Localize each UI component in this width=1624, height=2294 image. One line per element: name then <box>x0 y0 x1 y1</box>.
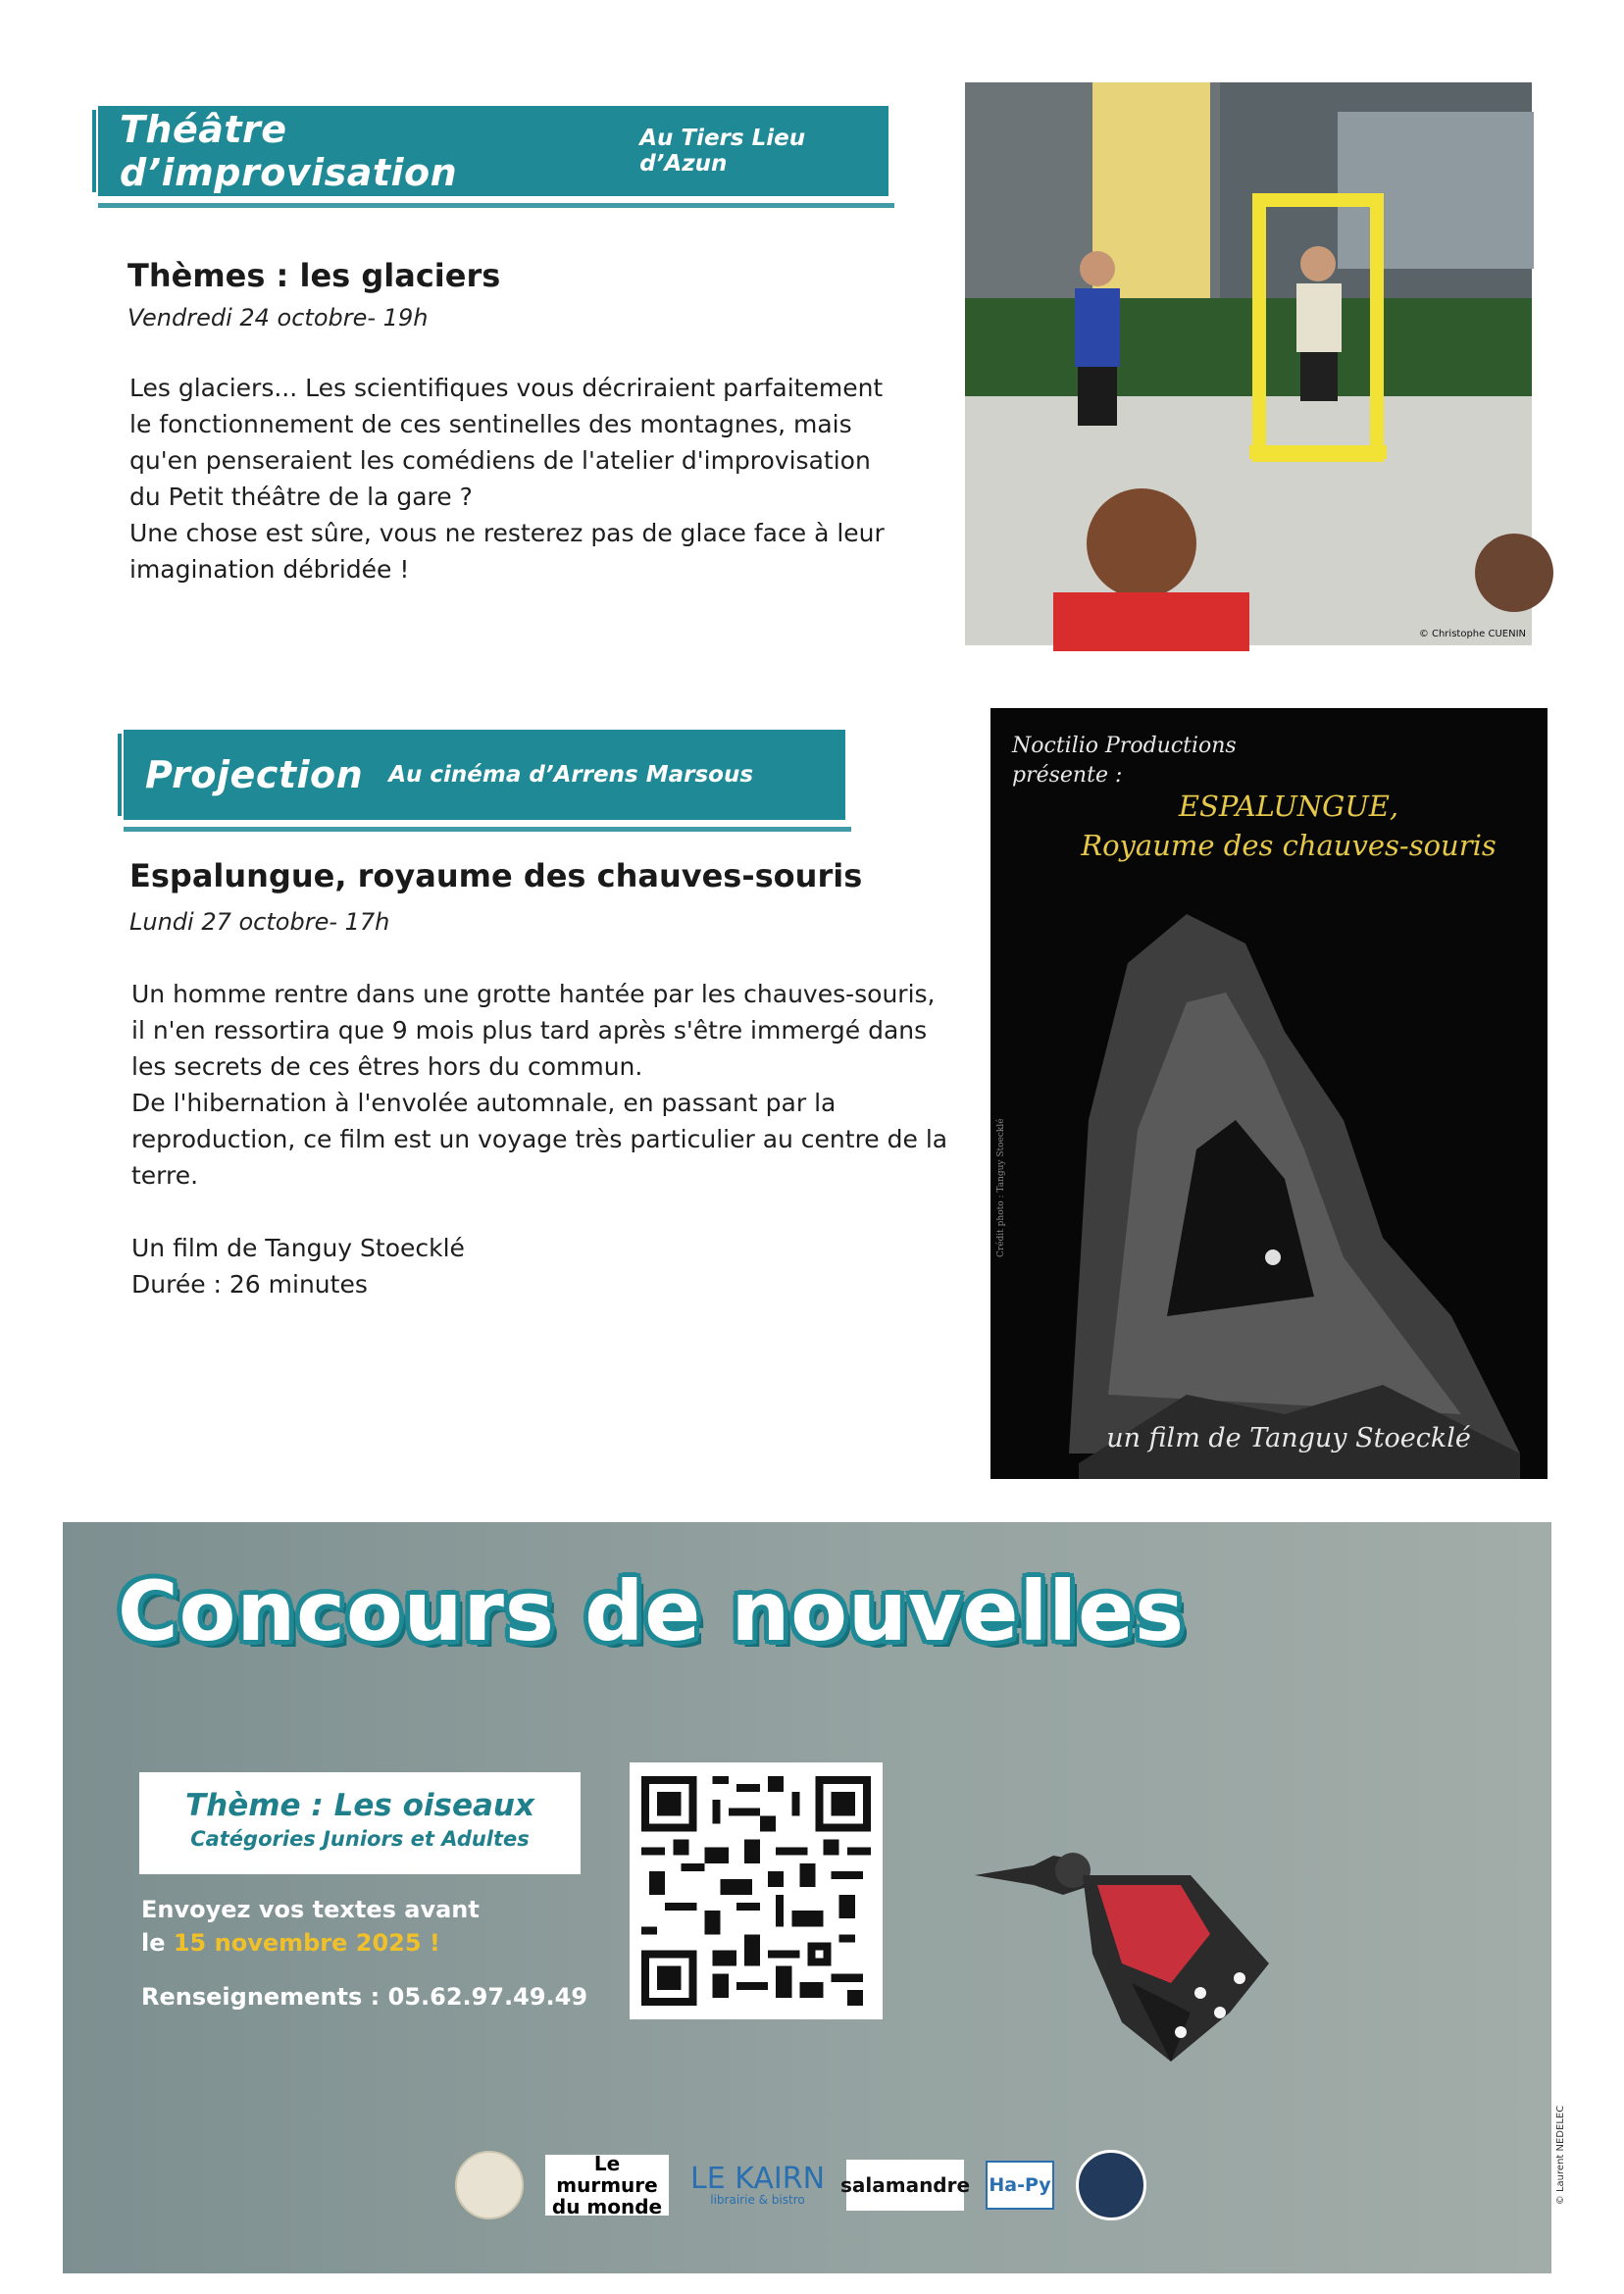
concours-deadline <box>141 1893 480 1960</box>
poster-signature: un film de Tanguy Stoecklé <box>1106 1423 1471 1453</box>
sponsor-salamandre: salamandre <box>846 2160 964 2211</box>
theatre-banner-venue: Au Tiers Lieu d’Azun <box>639 126 806 177</box>
poster-side-credit: Crédit photo : Tanguy Stoecklé <box>996 1118 1006 1257</box>
concours-send-prefix: le <box>141 1929 174 1957</box>
theatre-photo <box>965 82 1532 645</box>
poster-presents: présente : <box>1012 763 1123 788</box>
concours-send-line: Envoyez vos textes avant <box>141 1896 480 1923</box>
poster-title <box>990 787 1548 865</box>
sponsor-kairn-name: LE KAIRN <box>690 2162 826 2196</box>
projection-paragraph-1: Un homme rentre dans une grotte hantée par les chauves-souris, il n'en ressortira que 9 mois plus tard après s'être immergé dans les secrets de ces êtres hors du commun. <box>131 980 936 1081</box>
sponsor-kairn-sub: librairie & bistro <box>710 2193 805 2207</box>
theatre-description <box>129 370 904 587</box>
poster-producer <box>1012 732 1237 790</box>
sponsor-hapy: Ha-Py <box>986 2161 1054 2210</box>
theatre-banner <box>98 106 888 196</box>
projection-banner-venue: Au cinéma d’Arrens Marsous <box>388 762 754 788</box>
spacer <box>131 1194 955 1230</box>
theatre-photo-image <box>965 82 1532 645</box>
sponsor-logo-circle <box>455 2151 524 2219</box>
sponsor-logos <box>455 2150 1146 2220</box>
concours-send-date: 15 novembre 2025 ! <box>173 1929 440 1957</box>
concours-info: Renseignements : 05.62.97.49.49 <box>141 1983 588 2011</box>
sponsor-kairn <box>690 2162 826 2207</box>
projection-description <box>131 976 955 1302</box>
projection-banner-title: Projection <box>145 753 364 796</box>
bird-icon <box>975 1816 1298 2071</box>
theatre-date: Vendredi 24 octobre- 19h <box>127 304 429 331</box>
theatre-banner-title: Théâtre d’improvisation <box>120 108 458 194</box>
theatre-paragraph-2: Une chose est sûre, vous ne resterez pas de glace face à leur imagination débridée ! <box>129 519 885 584</box>
concours-title: Concours de nouvelles <box>118 1563 1186 1659</box>
sponsor-round-logo <box>1076 2150 1146 2220</box>
projection-film-by: Un film de Tanguy Stoecklé <box>131 1234 465 1262</box>
film-poster <box>990 708 1548 1479</box>
sponsor-murmure: Le murmure du monde <box>545 2155 669 2216</box>
concours-photo-credit: © Laurent NEDELEC <box>1554 2105 1566 2206</box>
projection-duration: Durée : 26 minutes <box>131 1270 368 1299</box>
concours-theme: Thème : Les oiseaux <box>185 1788 534 1823</box>
theatre-title: Thèmes : les glaciers <box>127 257 501 294</box>
theatre-photo-credit: © Christophe CUENIN <box>1418 629 1526 639</box>
poster-title-line-1: ESPALUNGUE, <box>1178 790 1399 823</box>
concours-theme-box <box>139 1772 581 1874</box>
projection-paragraph-2: De l'hibernation à l'envolée automnale, en passant par la reproduction, ce film est un voyage très particulier au centre de la terre. <box>131 1089 948 1190</box>
poster-producer-name: Noctilio Productions <box>1012 734 1237 758</box>
qr-code-icon <box>641 1774 871 2008</box>
concours-categories: Catégories Juniors et Adultes <box>190 1827 530 1851</box>
projection-banner <box>124 730 845 820</box>
projection-date: Lundi 27 octobre- 17h <box>129 908 390 936</box>
poster-title-line-2: Royaume des chauves-souris <box>1081 829 1497 862</box>
concours-panel <box>63 1522 1566 2273</box>
qr-code[interactable] <box>630 1762 883 2019</box>
projection-title: Espalungue, royaume des chauves-souris <box>129 857 863 894</box>
theatre-paragraph-1: Les glaciers... Les scientifiques vous décriraient parfaitement le fonctionnement de ces sentinelles des montagnes, mais qu'en penseraient les comédiens de l'atelier d'improvisation du Petit théâtre de la gare ? <box>129 374 884 511</box>
